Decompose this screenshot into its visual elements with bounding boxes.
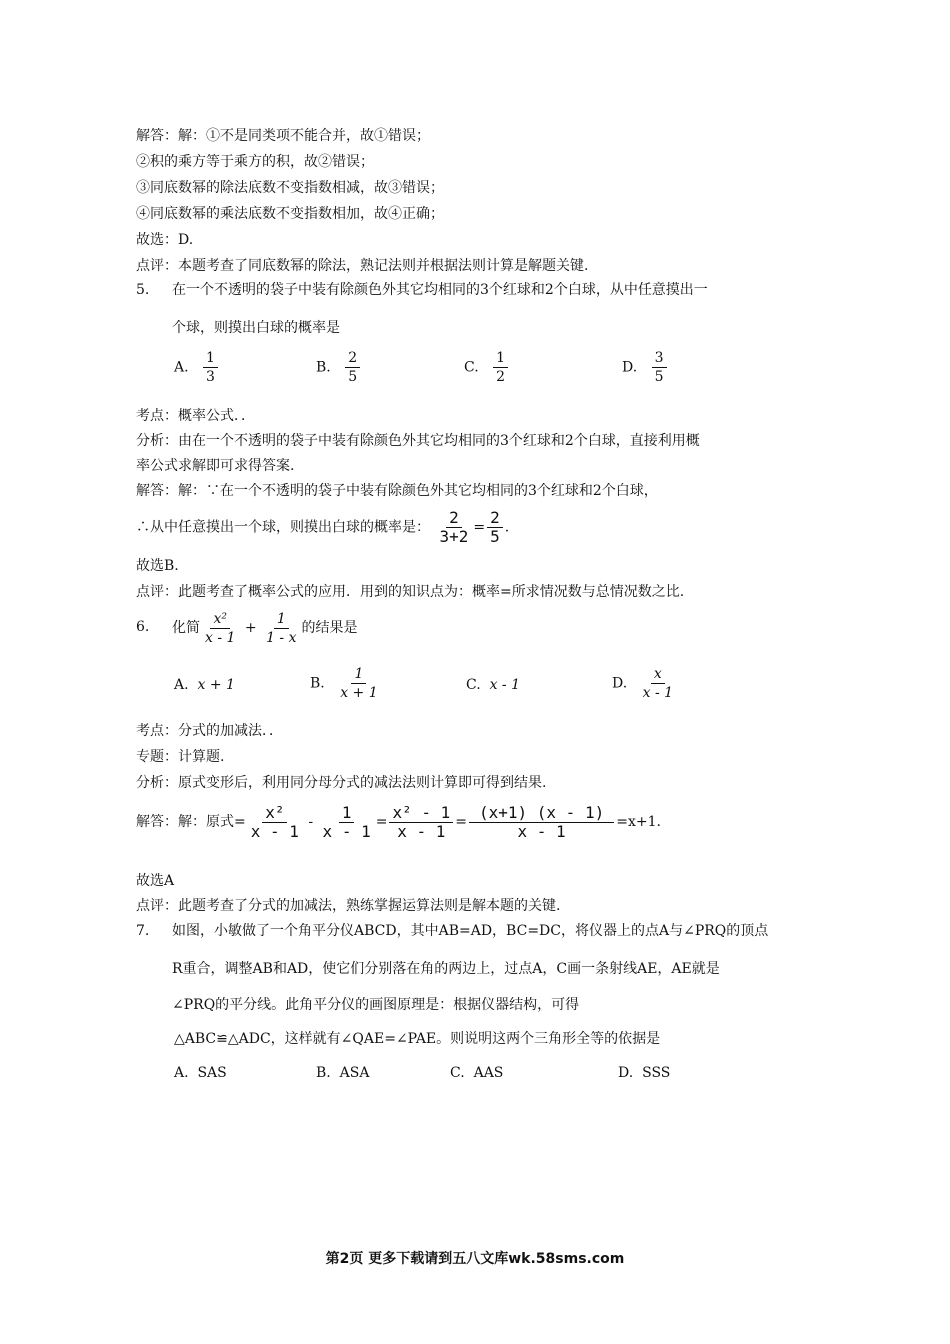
q6-option-a: A. x + 1: [174, 677, 235, 693]
answer-line-1: 解答：解：①不是同类项不能合并，故①错误；: [136, 128, 430, 144]
q6-jieda: 解答：解：原式= $\frac{\text{x²}}{x - 1}$ - $\frac{1}{x - 1}$ = $\frac{\text{x² - 1}}{x - 1}$ = $\frac{(x+1) (x - 1)}{x - 1}$ =x+1.: [136, 802, 661, 841]
q5-jieda-1: 解答：解：∵在一个不透明的袋子中装有除颜色外其它均相同的3个红球和2个白球，: [136, 483, 658, 499]
q6-guxuan: 故选A: [136, 873, 175, 889]
q5-jieda-2: ∴从中任意摸出一个球，则摸出白球的概率是： $\frac{2}{3+2}$ = $\frac{2}{5}$ .: [136, 508, 510, 546]
q6-kaodian: 考点：分式的加减法．．: [136, 723, 283, 739]
q7-option-c: C. AAS: [450, 1065, 504, 1081]
comment-line: 点评：本题考查了同底数幂的除法，熟记法则并根据法则计算是解题关键.: [136, 258, 589, 274]
q5-option-c: C. $\frac{1}{2}$: [464, 350, 510, 385]
q5-text-2: 个球，则摸出白球的概率是: [172, 320, 340, 336]
q5-guxuan: 故选B.: [136, 558, 179, 574]
q7-option-d: D. SSS: [618, 1065, 671, 1081]
q6-option-c: C. x - 1: [466, 677, 521, 693]
q7-option-a: A. SAS: [174, 1065, 227, 1081]
q6-number: 6.: [136, 619, 150, 635]
q5-fenxi-1: 分析：由在一个不透明的袋子中装有除颜色外其它均相同的3个红球和2个白球，直接利用概: [136, 433, 700, 449]
q7-text-3: ∠PRQ的平分线。此角平分仪的画图原理是：根据仪器结构，可得: [172, 997, 580, 1013]
q7-number: 7.: [136, 923, 150, 939]
choice-line: 故选：D.: [136, 232, 194, 248]
q5-fenxi-2: 率公式求解即可求得答案.: [136, 458, 295, 474]
answer-line-4: ④同底数幂的乘法底数不变指数相加，故④正确；: [136, 206, 444, 222]
q7-option-b: B. ASA: [316, 1065, 370, 1081]
q5-dianping: 点评：此题考查了概率公式的应用．用到的知识点为：概率=所求情况数与总情况数之比.: [136, 584, 685, 600]
page-footer: 第2页 更多下载请到五八文库wk.58sms.com: [325, 1251, 625, 1267]
q5-option-a: A. $\frac{1}{3}$: [174, 350, 220, 385]
q5-number: 5.: [136, 282, 150, 298]
q6-option-b: B. $\frac{1}{x + 1}$: [310, 666, 378, 701]
q5-text-1: 在一个不透明的袋子中装有除颜色外其它均相同的3个红球和2个白球，从中任意摸出一: [172, 282, 708, 298]
q7-text-2: R重合，调整AB和AD，使它们分别落在角的两边上，过点A，C画一条射线AE，AE就是: [172, 961, 720, 977]
q6-zhuanti: 专题：计算题.: [136, 749, 225, 765]
q6-dianping: 点评：此题考查了分式的加减法，熟练掌握运算法则是解本题的关键.: [136, 898, 561, 914]
q5-option-d: D. $\frac{3}{5}$: [622, 350, 669, 385]
q5-kaodian: 考点：概率公式．．: [136, 408, 255, 424]
answer-line-2: ②积的乘方等于乘方的积，故②错误；: [136, 154, 374, 170]
q7-text-1: 如图，小敏做了一个角平分仪ABCD，其中AB=AD，BC=DC，将仪器上的点A与∠PRQ的顶点: [172, 923, 769, 939]
q6-option-d: D. $\frac{x}{x - 1}$: [612, 666, 674, 701]
answer-line-3: ③同底数幂的除法底数不变指数相减，故③错误；: [136, 180, 444, 196]
q6-stem: 化简 $\frac{\text{x²}}{x - 1}$ + $\frac{1}{1 - x}$ 的结果是: [172, 610, 358, 646]
q7-text-4: △ABC≌△ADC，这样就有∠QAE=∠PAE。则说明这两个三角形全等的依据是: [174, 1031, 661, 1047]
q5-option-b: B. $\frac{2}{5}$: [316, 350, 362, 385]
q6-fenxi: 分析：原式变形后，利用同分母分式的减法法则计算即可得到结果.: [136, 775, 547, 791]
